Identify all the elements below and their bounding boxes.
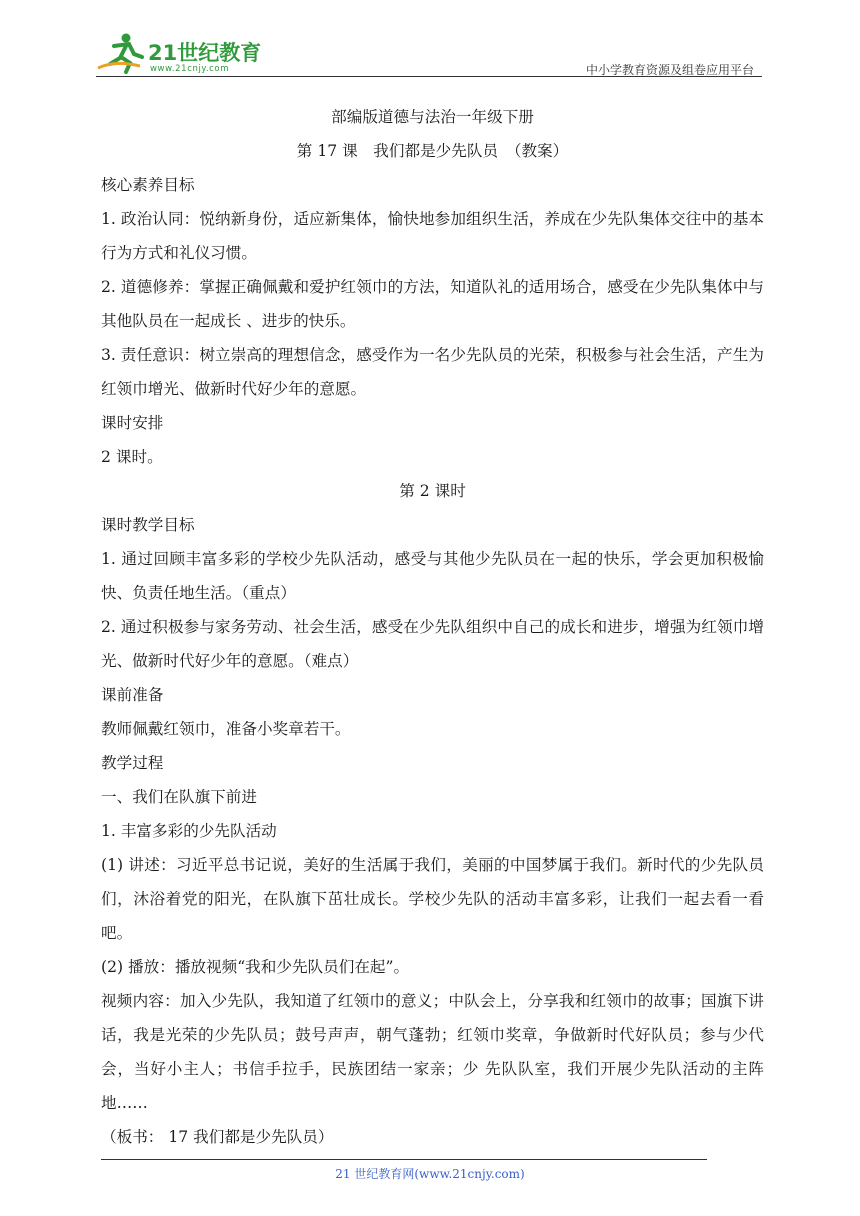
footer-link[interactable]: 21 世纪教育网(www.21cnjy.com) (335, 1167, 525, 1181)
core-goal-2: 2. 道德修养：掌握正确佩戴和爱护红领巾的方法，知道队礼的适用场合，感受在少先队集体中与其他队员在一起成长 、进步的快乐。 (101, 278, 764, 330)
logo-text: 21世纪教育 (148, 41, 262, 65)
core-goal-1: 1. 政治认同：悦纳新身份，适应新集体，愉快地参加组织生活，养成在少先队集体交往中的基本行为方式和礼仪习惯。 (101, 210, 764, 262)
logo (96, 30, 261, 76)
lesson-goal-2: 2. 通过积极参与家务劳动、社会生活，感受在少先队组织中自己的成长和进步，增强为红领巾增光、做新时代好少年的意愿。（难点） (101, 618, 764, 670)
heading-lesson-goals: 课时教学目标 (101, 516, 195, 534)
heading-process: 教学过程 (101, 754, 164, 772)
logo-url: www.21cnjy.com (150, 64, 230, 74)
lesson-goal-1: 1. 通过回顾丰富多彩的学校少先队活动，感受与其他少先队员在一起的快乐，学会更加积极愉快、负责任地生活。（重点） (101, 550, 764, 602)
doc-title: 部编版道德与法治一年级下册 (331, 108, 534, 126)
page-header (96, 30, 762, 78)
heading-schedule: 课时安排 (101, 414, 164, 432)
section-1-title: 一、我们在队旗下前进 (101, 788, 257, 806)
footer-divider (101, 1159, 707, 1160)
paragraph-1: (1) 讲述：习近平总书记说，美好的生活属于我们，美丽的中国梦属于我们。新时代的少先队员们，沐浴着党的阳光，在队旗下茁壮成长。学校少先队的活动丰富多彩，让我们一起去看一看吧。 (101, 856, 764, 942)
runner-logo-icon (96, 30, 148, 76)
paragraph-2: (2) 播放：播放视频“我和少先队员们在起”。 (101, 958, 410, 976)
heading-core-goals: 核心素养目标 (101, 176, 195, 194)
heading-preparation: 课前准备 (101, 686, 164, 704)
document-body (101, 100, 764, 1154)
subsection-1-title: 1. 丰富多彩的少先队活动 (101, 822, 277, 840)
doc-subtitle: 第 17 课 我们都是少先队员 （教案） (296, 142, 569, 160)
core-goal-3: 3. 责任意识：树立崇高的理想信念，感受作为一名少先队员的光荣，积极参与社会生活，产生为红领巾增光、做新时代好少年的意愿。 (101, 346, 764, 398)
paragraph-3: 视频内容：加入少先队，我知道了红领巾的意义；中队会上，分享我和红领巾的故事；国旗下讲话，我是光荣的少先队员；鼓号声声，朝气蓬勃；红领巾奖章，争做新时代好队员；参与少代会，当好小主人；书信手拉手，民族团结一家亲；少 先队队室，我们开展少先队活动的主阵地…… (101, 992, 764, 1112)
preparation-text: 教师佩戴红领巾，准备小奖章若干。 (101, 720, 351, 738)
platform-name: 中小学教育资源及组卷应用平台 (585, 63, 754, 77)
lesson-number: 第 2 课时 (399, 482, 466, 500)
board-note: （板书： 17 我们都是少先队员） (101, 1128, 334, 1146)
schedule-text: 2 课时。 (101, 448, 163, 466)
header-divider (96, 76, 762, 77)
